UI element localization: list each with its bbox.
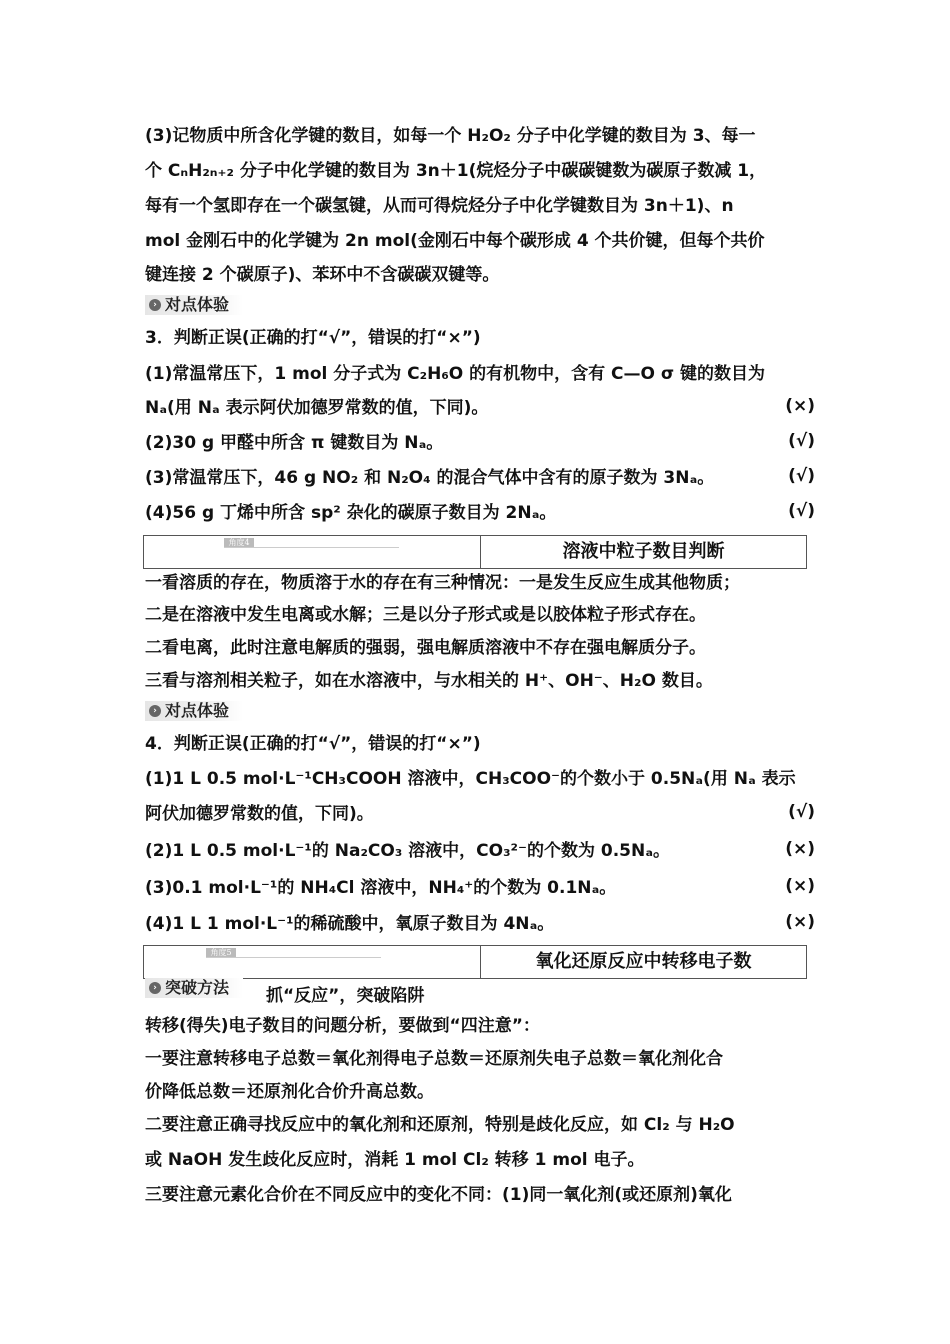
answer-mark: (√) — [788, 431, 815, 451]
answer-mark: (×) — [785, 839, 815, 859]
method-heading: 抓“反应”，突破陷阱 — [266, 986, 425, 1006]
section-header-left — [144, 946, 481, 978]
question-title: 3．判断正误(正确的打“√”，错误的打“×”) — [145, 328, 481, 348]
section-header-box — [143, 945, 807, 979]
arrow-circle-icon: › — [149, 705, 161, 717]
question-item: (4)56 g 丁烯中所含 sp² 杂化的碳原子数目为 2Nₐ。 — [145, 503, 557, 523]
answer-mark: (×) — [785, 396, 815, 416]
question-item: (2)30 g 甲醛中所含 π 键数目为 Nₐ。 — [145, 433, 444, 453]
divider — [224, 547, 399, 548]
question-item: (4)1 L 1 mol·L⁻¹的稀硫酸中，氧原子数目为 4Nₐ。 — [145, 914, 555, 934]
arrow-circle-icon: › — [149, 982, 161, 994]
paragraph-line: 转移(得失)电子数目的问题分析，要做到“四注意”： — [145, 1016, 540, 1036]
question-item: (1)常温常压下，1 mol 分子式为 C₂H₆O 的有机物中，含有 C—O σ 键的数目为 — [145, 364, 766, 384]
paragraph-line: (3)记物质中所含化学键的数目，如每一个 H₂O₂ 分子中化学键的数目为 3、每一 — [145, 126, 756, 146]
paragraph-line: 三看与溶剂相关粒子，如在水溶液中，与水相关的 H⁺、OH⁻、H₂O 数目。 — [145, 671, 713, 691]
section-title: 溶液中粒子数目判断 — [562, 541, 725, 562]
paragraph-line: 二要注意正确寻找反应中的氧化剂和还原剂，特别是歧化反应，如 Cl₂ 与 H₂O — [145, 1115, 735, 1135]
method-badge — [145, 978, 243, 998]
paragraph-line: 或 NaOH 发生歧化反应时，消耗 1 mol Cl₂ 转移 1 mol 电子。 — [145, 1150, 645, 1170]
paragraph-line: 价降低总数＝还原剂化合价升高总数。 — [145, 1082, 434, 1102]
paragraph-line: mol 金刚石中的化学键为 2n mol(金刚石中每个碳形成 4 个共价键，但每个共价 — [145, 231, 765, 251]
question-item: (2)1 L 0.5 mol·L⁻¹的 Na₂CO₃ 溶液中，CO₃²⁻的个数为 0.5Nₐ。 — [145, 841, 671, 861]
angle-tag: 角度4 — [224, 538, 254, 547]
question-item: (3)常温常压下，46 g NO₂ 和 N₂O₄ 的混合气体中含有的原子数为 3Nₐ。 — [145, 468, 715, 488]
section-title: 氧化还原反应中转移电子数 — [535, 951, 752, 972]
paragraph-line: 三要注意元素化合价在不同反应中的变化不同：(1)同一氧化剂(或还原剂)氧化 — [145, 1185, 732, 1205]
badge-label: 对点体验 — [165, 295, 230, 314]
answer-mark: (√) — [788, 501, 815, 521]
paragraph-line: 每有一个氢即存在一个碳氢键，从而可得烷烃分子中化学键数目为 3n＋1)、n — [145, 196, 734, 216]
angle-tag: 角度5 — [206, 948, 236, 957]
question-title: 4．判断正误(正确的打“√”，错误的打“×”) — [145, 734, 481, 754]
question-item: (1)1 L 0.5 mol·L⁻¹CH₃COOH 溶液中，CH₃COO⁻的个数小于 0.5Nₐ(用 Nₐ 表示 — [145, 769, 796, 789]
paragraph-line: 二是在溶液中发生电离或水解；三是以分子形式或是以胶体粒子形式存在。 — [145, 605, 706, 625]
badge-label: 对点体验 — [165, 701, 230, 720]
answer-mark: (×) — [785, 876, 815, 896]
section-header-box — [143, 535, 807, 569]
practice-badge — [145, 295, 243, 315]
paragraph-line: 一看溶质的存在，物质溶于水的存在有三种情况：一是发生反应生成其他物质； — [145, 573, 740, 593]
practice-badge — [145, 701, 243, 721]
answer-mark: (√) — [788, 466, 815, 486]
question-item: (3)0.1 mol·L⁻¹的 NH₄Cl 溶液中，NH₄⁺的个数为 0.1Nₐ。 — [145, 878, 617, 898]
answer-mark: (×) — [785, 912, 815, 932]
answer-mark: (√) — [788, 802, 815, 822]
paragraph-line: 键连接 2 个碳原子)、苯环中不含碳碳双键等。 — [145, 265, 500, 285]
arrow-circle-icon: › — [149, 299, 161, 311]
badge-label: 突破方法 — [165, 978, 230, 997]
paragraph-line: 一要注意转移电子总数＝氧化剂得电子总数＝还原剂失电子总数＝氧化剂化合 — [145, 1049, 723, 1069]
question-item: Nₐ(用 Nₐ 表示阿伏加德罗常数的值，下同)。 — [145, 398, 489, 418]
section-header-left — [144, 536, 481, 568]
paragraph-line: 二看电离，此时注意电解质的强弱，强电解质溶液中不存在强电解质分子。 — [145, 638, 706, 658]
divider — [206, 957, 381, 958]
question-item: 阿伏加德罗常数的值，下同)。 — [145, 804, 374, 824]
paragraph-line: 个 CₙH₂ₙ₊₂ 分子中化学键的数目为 3n＋1(烷烃分子中碳碳键数为碳原子数减 1， — [145, 161, 767, 181]
